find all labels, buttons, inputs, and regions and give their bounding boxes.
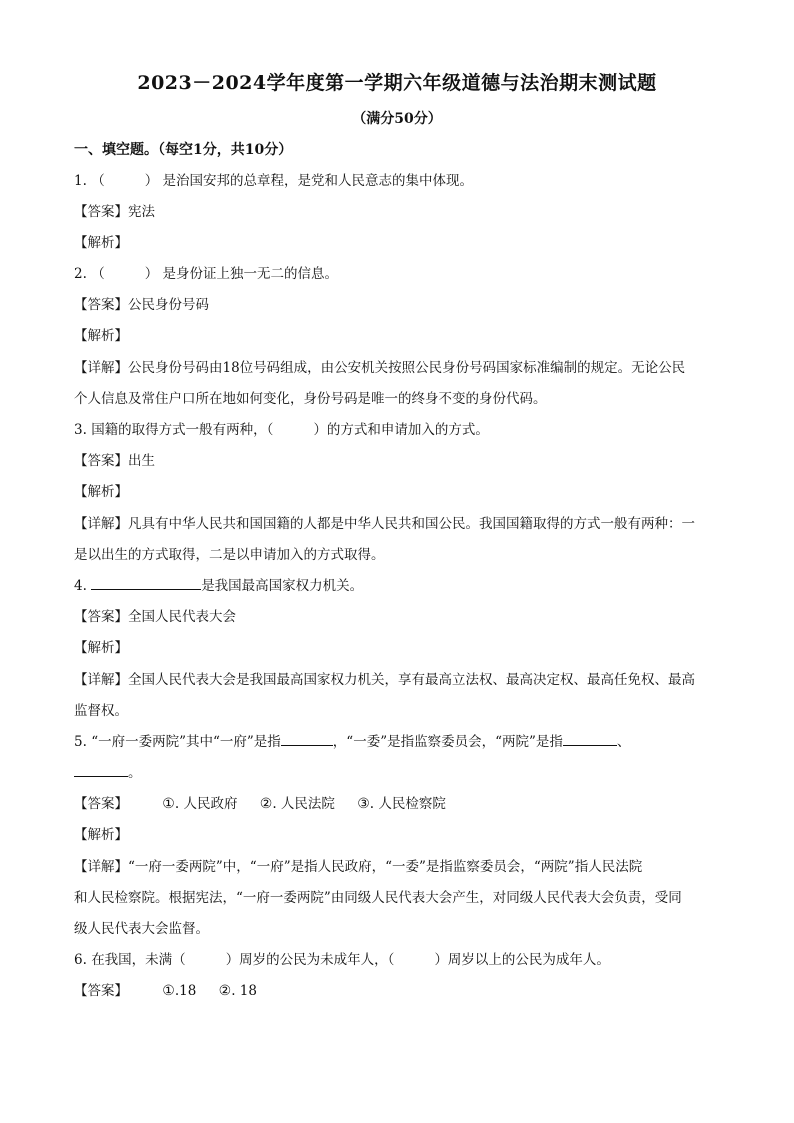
fill-blank — [74, 762, 128, 777]
detail-5-line-3: 级人民代表大会监督。 — [74, 921, 209, 937]
question-text: 。 — [128, 765, 142, 781]
detail-5-line-1 — [74, 856, 724, 878]
answer-text: 公民身份号码 — [128, 297, 209, 313]
analysis-3: 【解析】 — [74, 484, 128, 500]
detail-label: 【详解】 — [74, 360, 128, 376]
detail-3-line-1 — [74, 513, 724, 535]
question-1 — [74, 170, 724, 192]
answer-text: .18 — [174, 983, 197, 999]
question-text: ）周岁的公民为未成年人，（ — [225, 952, 395, 968]
answer-1 — [74, 201, 724, 223]
question-number: 3. — [74, 422, 87, 438]
answer-label: 【答案】 — [74, 204, 128, 220]
analysis-4: 【解析】 — [74, 640, 128, 656]
answer-text: 宪法 — [128, 204, 155, 220]
question-text: ）的方式和申请加入的方式。 — [313, 422, 489, 438]
question-text: 、 — [616, 734, 631, 750]
detail-2-line-2: 个人信息及常住户口所在地如何变化，身份号码是唯一的终身不变的身份代码。 — [74, 391, 547, 407]
question-text: 是我国最高国家权力机关。 — [201, 578, 364, 594]
question-number: 4. — [74, 578, 87, 594]
answer-5 — [74, 793, 724, 815]
fill-blank — [281, 731, 333, 746]
answer-label: 【答案】 — [74, 453, 128, 469]
paren-close: ） — [144, 173, 159, 189]
circled-number: ① — [162, 796, 175, 812]
question-text: ，“一委”是指监察委员会，“两院”是指 — [332, 734, 563, 750]
circled-number: ① — [162, 983, 175, 999]
question-6 — [74, 949, 724, 971]
detail-text: “一府一委两院”中，“一府”是指人民政府，“一委”是指监察委员会，“两院”指人民法院 — [128, 859, 643, 875]
question-text: 国籍的取得方式一般有两种，（ — [91, 422, 274, 438]
detail-text: 凡具有中华人民共和国国籍的人都是中华人民共和国公民。我国国籍取得的方式一般有两种：一 — [128, 516, 695, 532]
detail-label: 【详解】 — [74, 859, 128, 875]
answer-text: . 人民检察院 — [369, 796, 446, 812]
question-4 — [74, 575, 724, 597]
answer-label: 【答案】 — [74, 796, 128, 812]
question-text: 是治国安邦的总章程，是党和人民意志的集中体现。 — [162, 173, 473, 189]
answer-4 — [74, 606, 724, 628]
answer-text: . 人民法院 — [272, 796, 335, 812]
detail-3-line-2: 是以出生的方式取得，二是以申请加入的方式取得。 — [74, 547, 385, 563]
circled-number: ② — [259, 796, 273, 812]
question-5 — [74, 731, 724, 753]
analysis-1: 【解析】 — [74, 235, 128, 251]
answer-6 — [74, 980, 724, 1002]
page-subtitle: （满分50分） — [352, 111, 442, 127]
paren-close: ） — [144, 266, 159, 282]
answer-label: 【答案】 — [74, 609, 128, 625]
question-text: 是身份证上独一无二的信息。 — [162, 266, 338, 282]
question-number: 2. — [74, 266, 87, 282]
question-text: ）周岁以上的公民为成年人。 — [434, 952, 610, 968]
detail-5-line-2: 和人民检察院。根据宪法，“一府一委两院”由同级人民代表大会产生，对同级人民代表大会负责，受同 — [74, 890, 682, 906]
section-heading: 一、填空题。（每空1分，共10分） — [74, 142, 293, 158]
detail-label: 【详解】 — [74, 672, 128, 688]
detail-text: 公民身份号码由18位号码组成，由公安机关按照公民身份号码国家标准编制的规定。无论公民 — [128, 360, 686, 376]
fill-blank — [91, 575, 201, 590]
answer-text: 全国人民代表大会 — [128, 609, 236, 625]
answer-2 — [74, 294, 724, 316]
question-5-cont — [74, 762, 724, 784]
detail-2-line-1 — [74, 357, 724, 379]
detail-4-line-2: 监督权。 — [74, 703, 128, 719]
paren-open: （ — [91, 173, 105, 189]
question-number: 1. — [74, 173, 87, 189]
answer-label: 【答案】 — [74, 983, 128, 999]
question-text: 在我国，未满（ — [91, 952, 186, 968]
analysis-5: 【解析】 — [74, 827, 128, 843]
circled-number: ② — [218, 983, 232, 999]
fill-blank — [563, 731, 617, 746]
answer-text: . 人民政府 — [174, 796, 238, 812]
question-3 — [74, 419, 724, 441]
question-text: “一府一委两院”其中“一府”是指 — [91, 734, 281, 750]
answer-text: 出生 — [128, 453, 155, 469]
circled-number: ③ — [357, 796, 370, 812]
detail-4-line-1 — [74, 669, 724, 691]
detail-text: 全国人民代表大会是我国最高国家权力机关，享有最高立法权、最高决定权、最高任免权、最高 — [128, 672, 695, 688]
question-2 — [74, 263, 724, 285]
analysis-2: 【解析】 — [74, 328, 128, 344]
paren-open: （ — [91, 266, 105, 282]
answer-3 — [74, 450, 724, 472]
page-title: 2023－2024学年度第一学期六年级道德与法治期末测试题 — [137, 72, 657, 94]
question-number: 6. — [74, 952, 87, 968]
answer-label: 【答案】 — [74, 297, 128, 313]
detail-label: 【详解】 — [74, 516, 128, 532]
question-number: 5. — [74, 734, 87, 750]
answer-text: . 18 — [231, 983, 257, 999]
